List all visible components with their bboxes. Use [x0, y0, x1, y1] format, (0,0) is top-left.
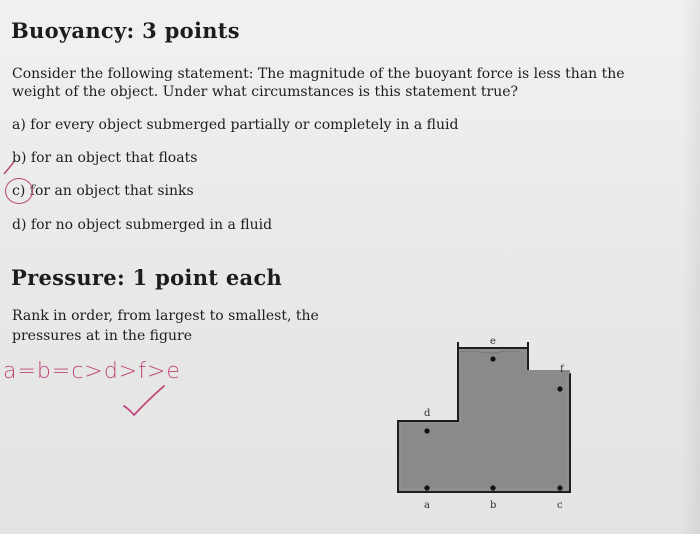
- point-d: [424, 428, 429, 433]
- container-figure: [390, 330, 590, 510]
- option-c-letter: c): [12, 183, 26, 199]
- label-f: f: [560, 364, 564, 375]
- buoyancy-question-line-2: weight of the object. Under what circumstances is this statement true?: [12, 84, 519, 100]
- label-a: a: [424, 500, 430, 511]
- point-c: [557, 485, 562, 490]
- option-d[interactable]: [12, 217, 272, 233]
- label-d: d: [424, 408, 431, 419]
- option-d-letter: d): [12, 217, 27, 233]
- selected-answer-circle: [5, 178, 33, 204]
- pencil-mark: [0, 160, 20, 180]
- buoyancy-heading: Buoyancy: 3 points: [11, 18, 240, 43]
- option-a-letter: a): [12, 117, 26, 133]
- point-a: [424, 485, 429, 490]
- pressure-heading: Pressure: 1 point each: [11, 265, 283, 290]
- option-d-text: for no object submerged in a fluid: [30, 217, 273, 233]
- buoyancy-question-line-1: Consider the following statement: The magnitude of the buoyant force is less than the: [12, 66, 625, 82]
- option-b-text: for an object that floats: [30, 150, 198, 166]
- label-c: c: [557, 500, 563, 511]
- point-b: [490, 485, 495, 490]
- page-edge-shadow: [682, 0, 700, 534]
- option-c-text: for an object that sinks: [29, 183, 194, 199]
- option-a-text: for every object submerged partially or completely in a fluid: [30, 117, 459, 133]
- option-a[interactable]: [12, 117, 458, 133]
- point-f: [557, 386, 562, 391]
- option-c[interactable]: [12, 183, 194, 199]
- check-mark: [118, 384, 178, 424]
- point-e: [490, 356, 495, 361]
- option-b-letter: b): [12, 150, 27, 166]
- handwritten-ranking: a=b=c>d>f>e: [3, 359, 181, 384]
- label-b: b: [490, 500, 497, 511]
- pressure-prompt-line-2: pressures at in the figure: [12, 328, 192, 344]
- option-b[interactable]: [12, 150, 197, 166]
- label-e: e: [490, 336, 496, 347]
- pressure-prompt-line-1: Rank in order, from largest to smallest, the: [12, 308, 319, 324]
